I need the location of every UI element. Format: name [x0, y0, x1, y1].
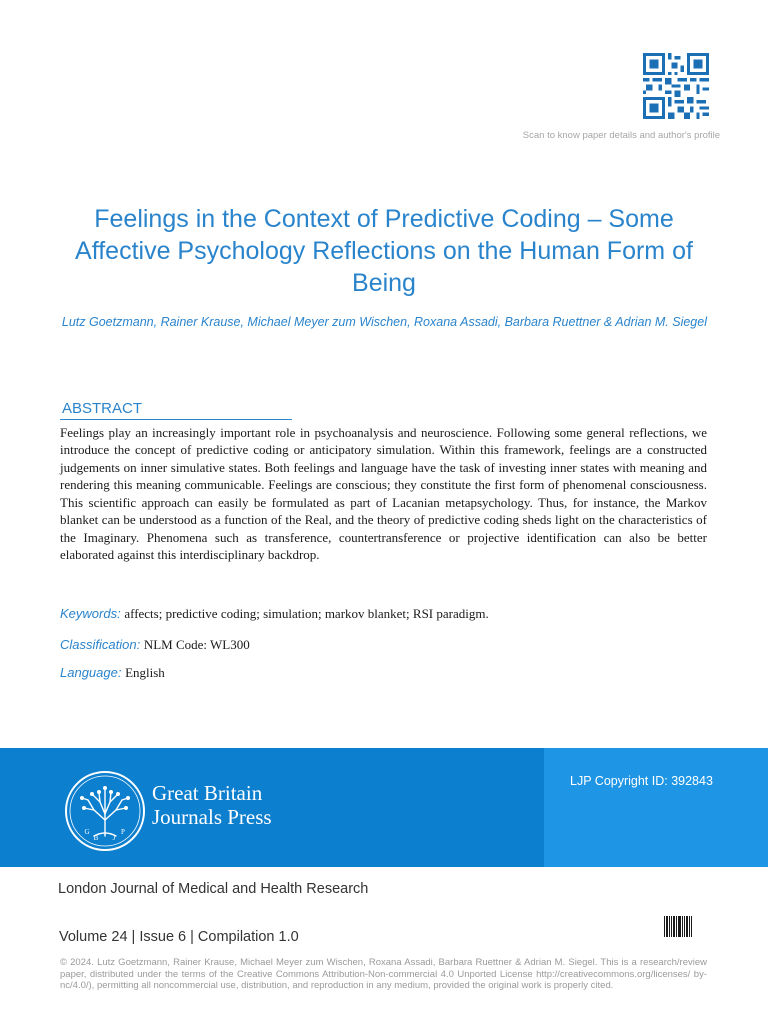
keywords-value: affects; predictive coding; simulation; markov blanket; RSI paradigm. — [124, 606, 489, 621]
publisher-name-line1: Great Britain — [152, 781, 263, 805]
volume-issue: Volume 24 | Issue 6 | Compilation 1.0 — [59, 929, 299, 945]
journal-name: London Journal of Medical and Health Research — [58, 881, 369, 897]
paper-title: Feelings in the Context of Predictive Coding – Some Affective Psychology Reflections on the Human Form of Being — [75, 205, 693, 297]
qr-caption: Scan to know paper details and author's profile — [522, 130, 720, 141]
publisher-name-line2: Journals Press — [152, 805, 272, 829]
emblem-initial: B — [93, 834, 99, 842]
classification-label: Classification: — [60, 637, 141, 652]
copyright-id: LJP Copyright ID: 392843 — [570, 774, 713, 788]
language-label: Language: — [60, 665, 122, 680]
abstract-heading: ABSTRACT — [60, 399, 292, 420]
language-value: English — [125, 665, 165, 680]
keywords-line — [60, 605, 489, 623]
emblem-initial: J — [112, 834, 116, 842]
abstract-body: Feelings play an increasingly important role in psychoanalysis and neuroscience. Following some general reflections, we introduce the concept of predictive coding or anticipatory simulation. Within this framework, feelings are a constructed judgements on inner simulative states. Both feelings and language have the task of investing inner states with meaning and rendering this meaning communicable. Feelings are conscious; they constitute the first form of phenomenal consciousness. This scientific approach can easily be formulated as part of Lacanian metapsychology. Thus, for instance, the Markov blanket can be understood as a function of the Real, and the theory of predictive coding sheds light on the characteristics of the Imaginary. Phenomena such as transference, countertransference or projective identification can also be better elaborated against this interdisciplinary backdrop. — [60, 425, 707, 563]
tree-emblem-icon — [64, 770, 146, 852]
banner-side-panel — [544, 748, 768, 867]
language-line — [60, 664, 165, 682]
publisher-logo — [152, 781, 272, 829]
barcode-icon — [664, 916, 692, 937]
classification-value: NLM Code: WL300 — [143, 637, 250, 652]
license-notice: © 2024. Lutz Goetzmann, Rainer Krause, Michael Meyer zum Wischen, Roxana Assadi, Barbara Ruettner & Adrian M. Siegel. This is a research/review paper, distributed under the terms of the Creative Commons Attribution-Non-commercial 4.0 Unported License http://creativecommons.org/licenses/ by-nc/4.0/), permitting all noncommercial use, distribution, and reproduction in any medium, provided the original work is properly cited. — [60, 957, 707, 991]
classification-line — [60, 636, 250, 654]
qr-code — [641, 53, 711, 119]
keywords-label: Keywords: — [60, 606, 121, 621]
emblem-initial: G — [84, 828, 90, 836]
emblem-initial: P — [121, 828, 125, 836]
author-list: Lutz Goetzmann, Rainer Krause, Michael Meyer zum Wischen, Roxana Assadi, Barbara Ruettner & Adrian M. Siegel — [61, 315, 707, 329]
